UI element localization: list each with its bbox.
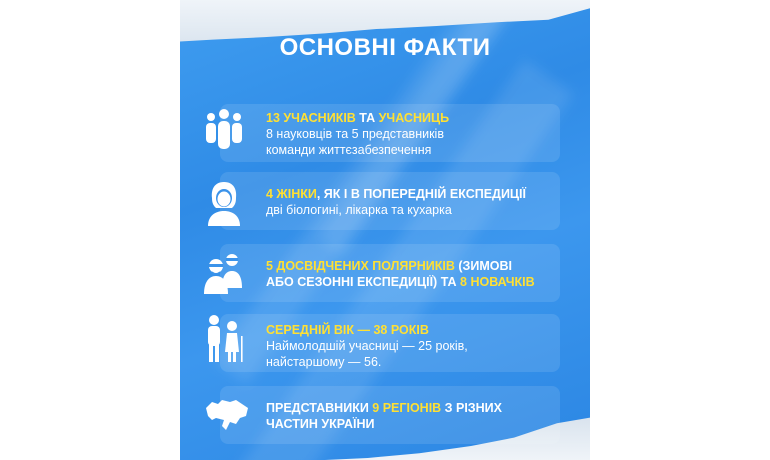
- fact-text-regions: [266, 400, 566, 432]
- fact-headline-line2: [266, 274, 566, 290]
- plain-text: З РІЗНИХ: [441, 401, 502, 415]
- highlight-text: 13 УЧАСНИКІВ: [266, 111, 356, 125]
- highlight-text: 5 ДОСВІДЧЕНИХ ПОЛЯРНИКІВ: [266, 259, 455, 273]
- fact-detail: команди життєзабезпечення: [266, 143, 432, 157]
- ukraine-map-icon: [202, 390, 250, 442]
- plain-text: , ЯК І В ПОПЕРЕДНІЙ ЕКСПЕДИЦІЇ: [316, 187, 526, 201]
- elderly-people-icon: [202, 244, 246, 296]
- group-people-icon: [202, 104, 246, 156]
- fact-headline: [266, 110, 566, 126]
- fact-detail: Наймолодшій учасниці — 25 років,: [266, 339, 468, 353]
- fact-text-age: [266, 322, 566, 370]
- highlight-text: 4 ЖІНКИ: [266, 187, 317, 201]
- plain-text: ТА: [355, 111, 379, 125]
- fact-headline: [266, 322, 566, 338]
- fact-detail: дві біологині, лікарка та кухарка: [266, 203, 452, 217]
- highlight-text: 8 НОВАЧКІВ: [460, 275, 535, 289]
- plain-text: (ЗИМОВІ: [454, 259, 512, 273]
- fact-headline: [266, 186, 566, 202]
- page-title: ОСНОВНІ ФАКТИ: [279, 34, 491, 61]
- highlight-text: УЧАСНИЦЬ: [378, 111, 450, 125]
- infographic-panel: [180, 0, 590, 460]
- fact-headline-line2: [266, 416, 566, 432]
- fact-headline: [266, 400, 566, 416]
- woman-icon: [202, 176, 246, 228]
- plain-text: АБО СЕЗОННІ ЕКСПЕДИЦІЇ) ТА: [266, 275, 461, 289]
- fact-headline: [266, 258, 566, 274]
- plain-text: ЧАСТИН УКРАЇНИ: [266, 417, 375, 431]
- highlight-text: 9 РЕГІОНІВ: [372, 401, 442, 415]
- fact-text-participants: [266, 110, 566, 158]
- fact-detail: найстаршому — 56.: [266, 355, 382, 369]
- family-age-icon: [202, 312, 246, 364]
- fact-text-experience: [266, 258, 566, 290]
- fact-text-women: [266, 186, 566, 218]
- plain-text: ПРЕДСТАВНИКИ: [266, 401, 373, 415]
- highlight-text: СЕРЕДНІЙ ВІК — 38 РОКІВ: [266, 323, 429, 337]
- fact-detail: 8 науковців та 5 представників: [266, 127, 444, 141]
